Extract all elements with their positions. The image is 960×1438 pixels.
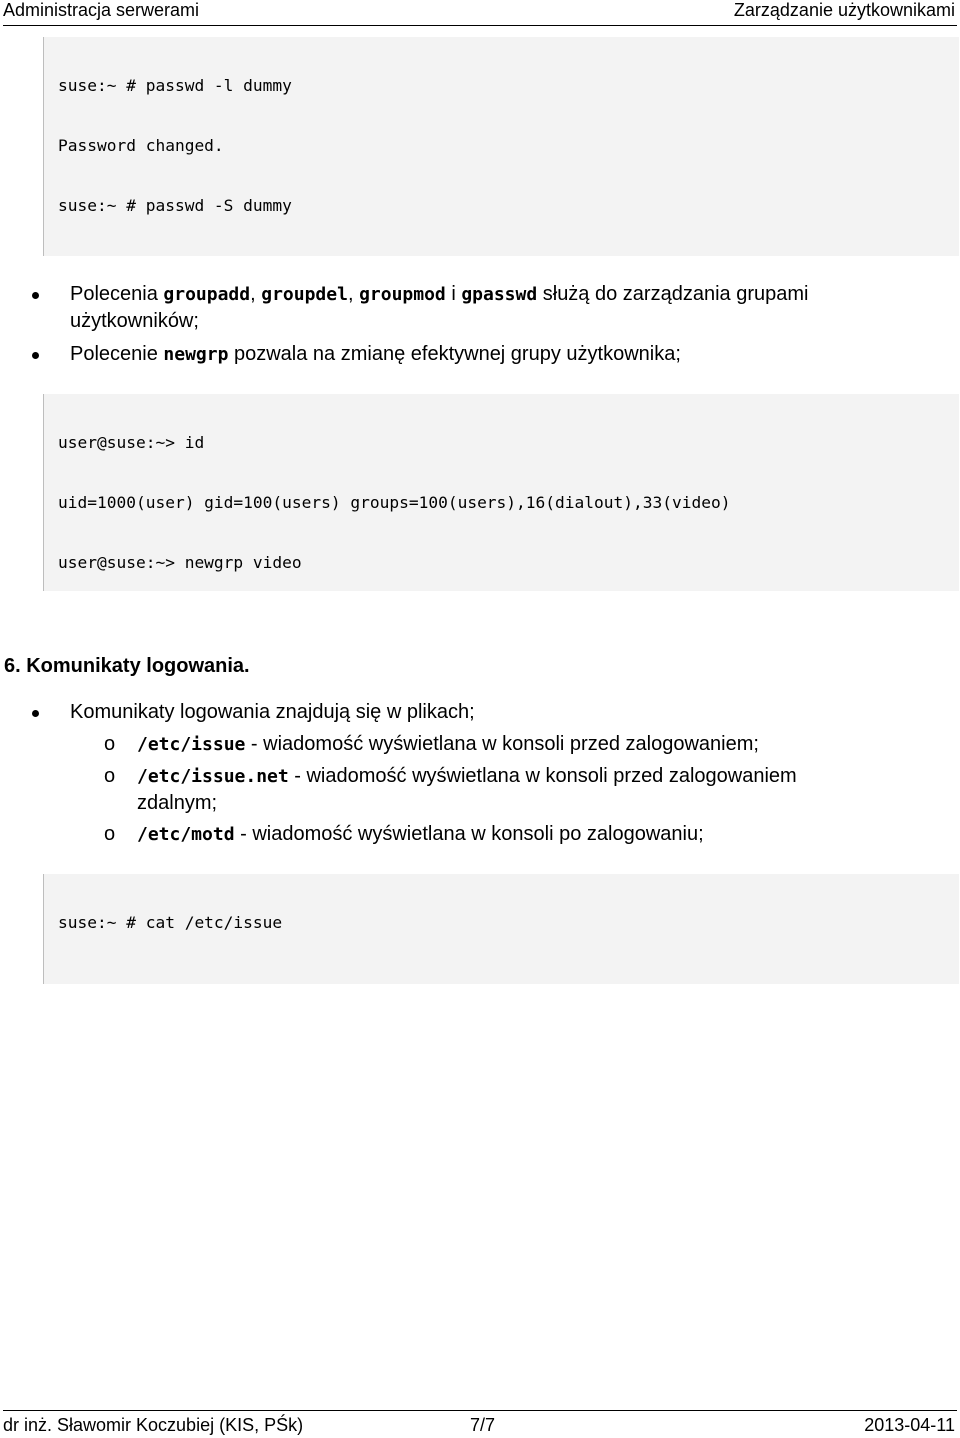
code-block-issue: [43, 874, 959, 984]
code-line: Password changed.: [58, 136, 224, 155]
code-block-passwd: [43, 37, 959, 256]
cmd-groupadd: groupadd: [163, 284, 251, 305]
subitem-marker: o: [104, 823, 116, 845]
cmd-gpasswd: gpasswd: [461, 284, 538, 305]
path-etc-issue: /etc/issue: [137, 734, 246, 755]
bullet-login-messages: Komunikaty logowania znajdują się w plikach;: [70, 699, 475, 726]
footer-date: 2013-04-11: [864, 1415, 955, 1435]
footer-page-number: 7/7: [470, 1415, 496, 1435]
code-line: [58, 972, 959, 984]
path-etc-issue-net: /etc/issue.net: [137, 766, 289, 787]
code-line: suse:~ # cat /etc/issue: [58, 913, 283, 932]
code-block-newgrp: [43, 394, 959, 591]
subitem-marker: o: [104, 733, 116, 755]
cmd-groupmod: groupmod: [359, 284, 446, 305]
code-line-status: [58, 255, 959, 256]
cmd-newgrp: newgrp: [163, 344, 229, 365]
code-line: suse:~ # passwd -S dummy: [58, 196, 292, 215]
path-etc-motd: /etc/motd: [137, 824, 235, 845]
code-line: suse:~ # passwd -l dummy: [58, 76, 292, 95]
bullet-group-commands: Polecenia groupadd, groupdel, groupmod i gpasswd służą do zarządzania grupami użytkowników;: [70, 281, 808, 335]
code-line: uid=1000(user) gid=100(users) groups=100(users),16(dialout),33(video): [58, 493, 731, 512]
subitem-etc-issue: o /etc/issue - wiadomość wyświetlana w konsoli przed zalogowaniem;: [137, 731, 759, 758]
footer-author: dr inż. Sławomir Koczubiej (KIS, PŚk): [3, 1415, 304, 1435]
bullet-newgrp: Polecenie newgrp pozwala na zmianę efektywnej grupy użytkownika;: [70, 341, 681, 368]
subitem-etc-motd: o /etc/motd - wiadomość wyświetlana w konsoli po zalogowaniu;: [137, 821, 704, 848]
code-line: user@suse:~> id: [58, 433, 205, 452]
code-line: user@suse:~> newgrp video: [58, 553, 302, 572]
header-left: Administracja serwerami: [3, 0, 200, 20]
subitem-marker: o: [104, 765, 116, 787]
header-right: Zarządzanie użytkownikami: [733, 0, 955, 20]
page-footer: [3, 1410, 957, 1437]
cmd-groupdel: groupdel: [261, 284, 348, 305]
section-heading: 6. Komunikaty logowania.: [4, 655, 250, 677]
page-header: [3, 0, 957, 26]
subitem-etc-issue-net: o /etc/issue.net - wiadomość wyświetlana w konsoli przed zalogowaniem zdalnym;: [104, 765, 797, 814]
